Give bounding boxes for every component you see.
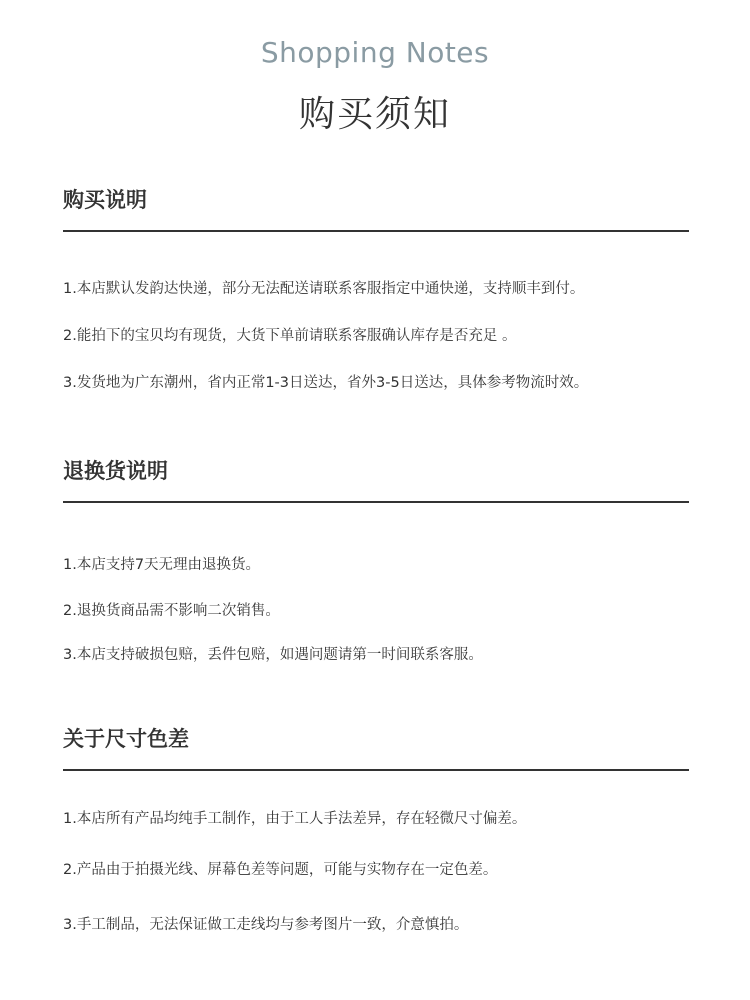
- list-item: 1.本店所有产品均纯手工制作，由于工人手法差异，存在轻微尺寸偏差。: [63, 811, 527, 827]
- list-item: 2.退换货商品需不影响二次销售。: [63, 603, 280, 619]
- page-title-english: Shopping Notes: [260, 36, 490, 69]
- section-return-exchange: [63, 456, 689, 676]
- list-item: 3.本店支持破损包赔，丢件包赔，如遇问题请第一时间联系客服。: [63, 647, 483, 663]
- section-title-return-exchange: 退换货说明: [63, 459, 168, 483]
- section-divider: [63, 769, 689, 771]
- list-item: 2.产品由于拍摄光线、屏幕色差等问题，可能与实物存在一定色差。: [63, 862, 498, 878]
- section-title-size-color: 关于尺寸色差: [63, 727, 189, 751]
- list-item: 3.发货地为广东潮州，省内正常1-3日送达，省外3-5日送达，具体参考物流时效。: [63, 375, 589, 391]
- section-title-purchase-info: 购买说明: [63, 188, 147, 212]
- section-divider: [63, 230, 689, 232]
- list-item: 2.能拍下的宝贝均有现货，大货下单前请联系客服确认库存是否充足 。: [63, 328, 517, 344]
- list-item: 1.本店支持7天无理由退换货。: [63, 557, 261, 573]
- list-item: 3.手工制品，无法保证做工走线均与参考图片一致，介意慎拍。: [63, 917, 469, 933]
- section-purchase-info: [63, 185, 689, 405]
- list-item: 1.本店默认发韵达快递，部分无法配送请联系客服指定中通快递，支持顺丰到付。: [63, 281, 585, 297]
- page-title-chinese: 购买须知: [298, 94, 451, 135]
- section-divider: [63, 501, 689, 503]
- section-size-color: [63, 724, 689, 944]
